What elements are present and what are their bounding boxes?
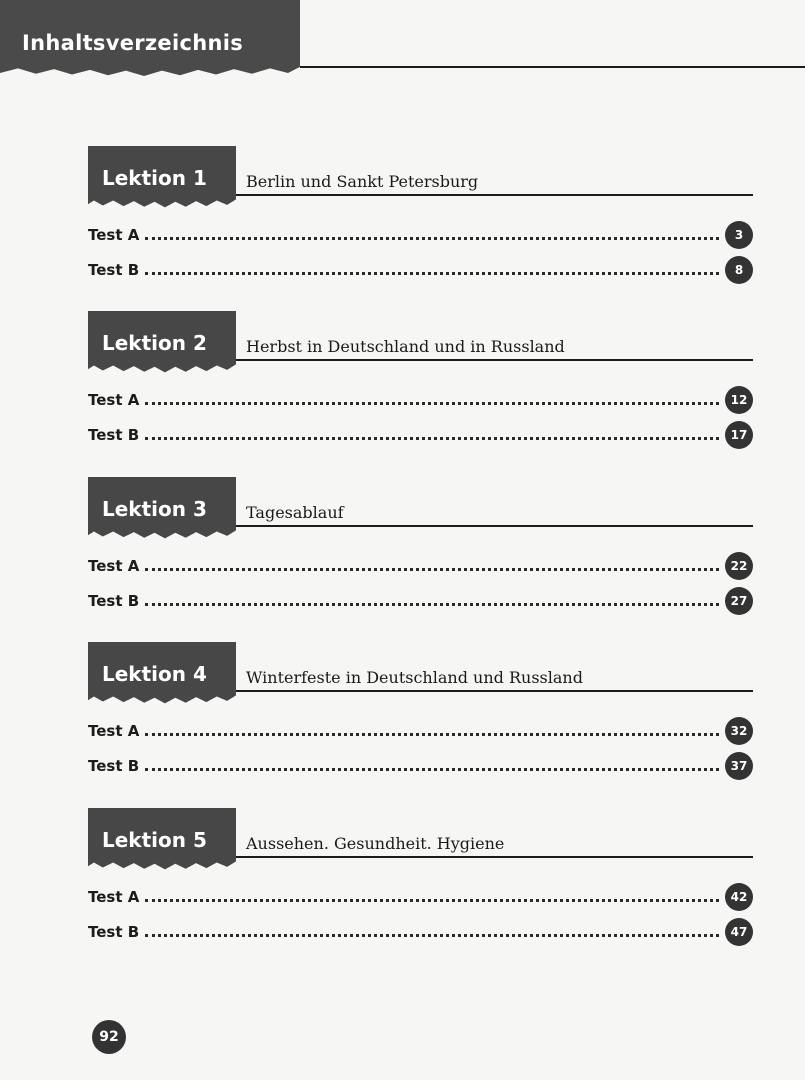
toc-entry-test-b[interactable] bbox=[88, 919, 753, 945]
toc-entry-test-a[interactable] bbox=[88, 553, 753, 579]
page-badge: 17 bbox=[725, 421, 753, 449]
lesson-label: Lektion 4 bbox=[102, 662, 207, 686]
lesson-divider bbox=[236, 690, 753, 692]
toc-entry-test-b[interactable] bbox=[88, 422, 753, 448]
toc-entry-test-a[interactable] bbox=[88, 884, 753, 910]
page-badge: 47 bbox=[725, 918, 753, 946]
lesson-topic: Aussehen. Gesundheit. Hygiene bbox=[246, 834, 505, 853]
dot-leader bbox=[145, 603, 719, 606]
page-badge: 27 bbox=[725, 587, 753, 615]
page-number: 92 bbox=[92, 1020, 126, 1054]
lesson-section-3 bbox=[88, 477, 753, 610]
toc-entry-test-b[interactable] bbox=[88, 257, 753, 283]
page-badge: 37 bbox=[725, 752, 753, 780]
lesson-topic: Berlin und Sankt Petersburg bbox=[246, 172, 479, 191]
lesson-divider bbox=[236, 856, 753, 858]
test-label: Test A bbox=[88, 722, 140, 740]
lesson-section-1 bbox=[88, 146, 753, 279]
toc-entry-test-a[interactable] bbox=[88, 387, 753, 413]
page-badge: 42 bbox=[725, 883, 753, 911]
test-label: Test B bbox=[88, 923, 140, 941]
lesson-section-2 bbox=[88, 311, 753, 444]
toc-entry-test-b[interactable] bbox=[88, 753, 753, 779]
lesson-label: Lektion 5 bbox=[102, 828, 207, 852]
toc-entry-test-a[interactable] bbox=[88, 718, 753, 744]
dot-leader bbox=[145, 272, 719, 275]
test-label: Test A bbox=[88, 226, 140, 244]
lesson-topic: Winterfeste in Deutschland und Russland bbox=[246, 668, 583, 687]
dot-leader bbox=[145, 899, 719, 902]
lesson-section-4 bbox=[88, 642, 753, 775]
lesson-label: Lektion 2 bbox=[102, 331, 207, 355]
lesson-topic: Tagesablauf bbox=[246, 503, 344, 522]
test-label: Test B bbox=[88, 426, 140, 444]
page-badge: 22 bbox=[725, 552, 753, 580]
lesson-divider bbox=[236, 359, 753, 361]
lesson-label: Lektion 3 bbox=[102, 497, 207, 521]
lesson-divider bbox=[236, 525, 753, 527]
page-title: Inhaltsverzeichnis bbox=[22, 31, 244, 55]
dot-leader bbox=[145, 768, 719, 771]
test-label: Test B bbox=[88, 757, 140, 775]
page-badge: 32 bbox=[725, 717, 753, 745]
test-label: Test A bbox=[88, 391, 140, 409]
lesson-divider bbox=[236, 194, 753, 196]
page-badge: 8 bbox=[725, 256, 753, 284]
test-label: Test A bbox=[88, 557, 140, 575]
test-label: Test B bbox=[88, 592, 140, 610]
lesson-label: Lektion 1 bbox=[102, 166, 207, 190]
dot-leader bbox=[145, 733, 719, 736]
dot-leader bbox=[145, 402, 719, 405]
toc-entry-test-b[interactable] bbox=[88, 588, 753, 614]
dot-leader bbox=[145, 934, 719, 937]
page-badge: 12 bbox=[725, 386, 753, 414]
test-label: Test A bbox=[88, 888, 140, 906]
test-label: Test B bbox=[88, 261, 140, 279]
dot-leader bbox=[145, 237, 719, 240]
lesson-section-5 bbox=[88, 808, 753, 941]
dot-leader bbox=[145, 437, 719, 440]
header-divider bbox=[300, 66, 805, 68]
toc-entry-test-a[interactable] bbox=[88, 222, 753, 248]
dot-leader bbox=[145, 568, 719, 571]
lesson-topic: Herbst in Deutschland und in Russland bbox=[246, 337, 565, 356]
page-badge: 3 bbox=[725, 221, 753, 249]
